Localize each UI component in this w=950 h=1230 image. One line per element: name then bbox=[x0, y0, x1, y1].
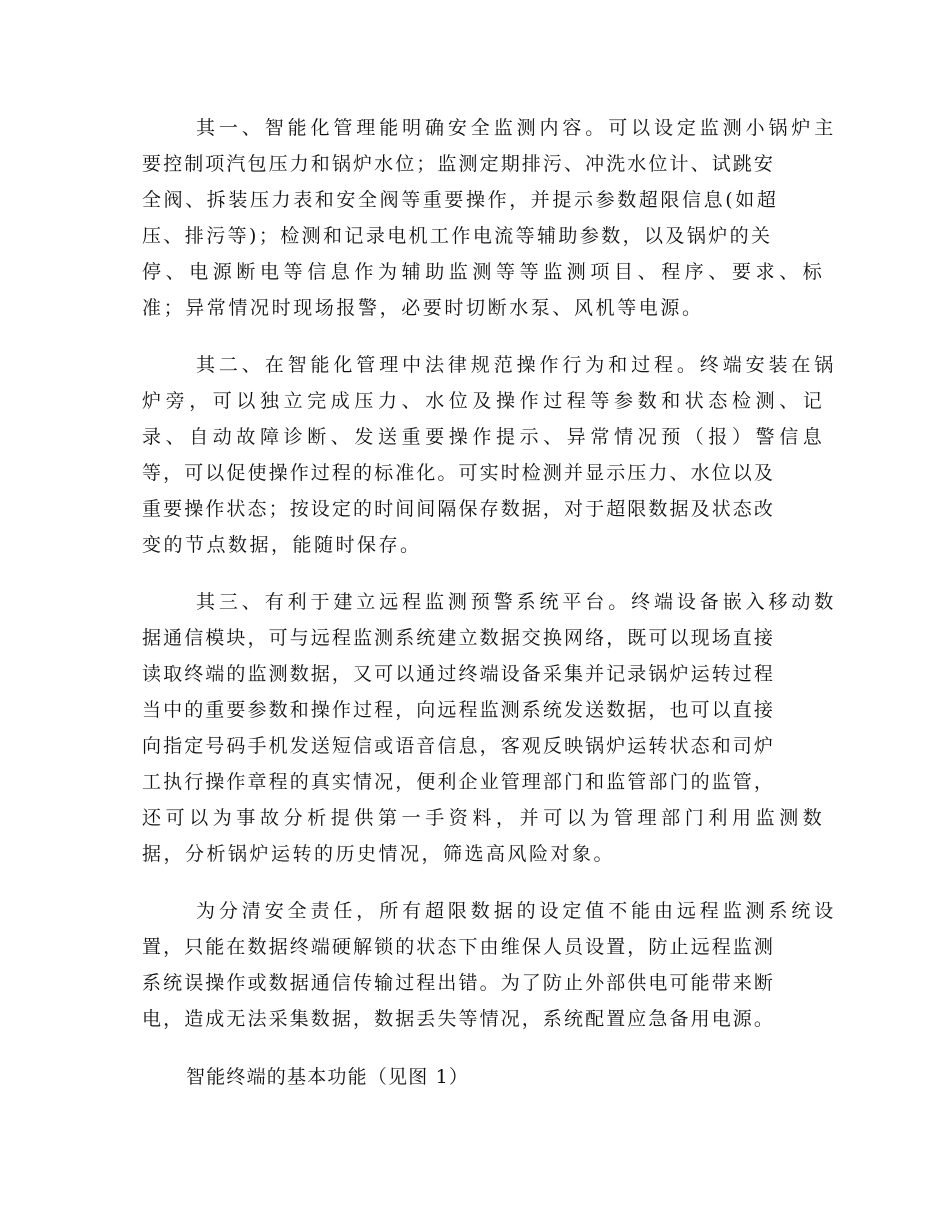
paragraph-3-line-6: 工执行操作章程的真实情况，便利企业管理部门和监管部门的监管， bbox=[142, 771, 776, 793]
paragraph-1-line-1: 其一、智能化管理能明确安全监测内容。可以设定监测小锅炉主 bbox=[196, 117, 838, 139]
paragraph-3-line-3: 读取终端的监测数据，又可以通过终端设备采集并记录锅炉运转过程 bbox=[142, 663, 776, 685]
paragraph-2-line-5: 重要操作状态；按设定的时间间隔保存数据，对于超限数据及状态改 bbox=[142, 498, 776, 520]
paragraph-1-line-5: 停、电源断电等信息作为辅助监测等等监测项目、程序、要求、标 bbox=[142, 261, 827, 283]
section-heading-basic-functions: 智能终端的基本功能（见图 1） bbox=[186, 1066, 470, 1088]
paragraph-3-line-2: 据通信模块，可与远程监测系统建立数据交换网络，既可以现场直接 bbox=[142, 627, 776, 649]
paragraph-4-line-3: 系统误操作或数据通信传输过程出错。为了防止外部供电可能带来断 bbox=[142, 972, 776, 994]
paragraph-2-line-6: 变的节点数据，能随时保存。 bbox=[142, 534, 422, 556]
paragraph-3-line-8: 据，分析锅炉运转的历史情况，筛选高风险对象。 bbox=[142, 843, 616, 865]
paragraph-4-line-4: 电，造成无法采集数据，数据丢失等情况，系统配置应急备用电源。 bbox=[142, 1008, 776, 1030]
paragraph-4-line-1: 为分清安全责任，所有超限数据的设定值不能由远程监测系统设 bbox=[196, 900, 838, 922]
paragraph-3-line-7: 还可以为事故分析提供第一手资料，并可以为管理部门利用监测数 bbox=[142, 807, 827, 829]
paragraph-2-line-3: 录、自动故障诊断、发送重要操作提示、异常情况预（报）警信息 bbox=[142, 426, 827, 448]
paragraph-4-line-2: 置，只能在数据终端硬解锁的状态下由维保人员设置，防止远程监测 bbox=[142, 936, 776, 958]
paragraph-3-line-5: 向指定号码手机发送短信或语音信息，客观反映锅炉运转状态和司炉 bbox=[142, 735, 776, 757]
paragraph-3-line-4: 当中的重要参数和操作过程，向远程监测系统发送数据，也可以直接 bbox=[142, 699, 776, 721]
paragraph-1-line-2: 要控制项汽包压力和锅炉水位；监测定期排污、冲洗水位计、试跳安 bbox=[142, 153, 776, 175]
paragraph-1-line-3: 全阀、拆装压力表和安全阀等重要操作，并提示参数超限信息(如超 bbox=[142, 189, 779, 211]
paragraph-2-line-4: 等，可以促使操作过程的标准化。可实时检测并显示压力、水位以及 bbox=[142, 462, 776, 484]
paragraph-2-line-2: 炉旁，可以独立完成压力、水位及操作过程等参数和状态检测、记 bbox=[142, 390, 827, 412]
paragraph-2-line-1: 其二、在智能化管理中法律规范操作行为和过程。终端安装在锅 bbox=[196, 354, 838, 376]
paragraph-1-line-4: 压、排污等)；检测和记录电机工作电流等辅助参数，以及锅炉的关 bbox=[142, 225, 773, 247]
paragraph-1-line-6: 准；异常情况时现场报警，必要时切断水泵、风机等电源。 bbox=[142, 297, 704, 319]
paragraph-3-line-1: 其三、有利于建立远程监测预警系统平台。终端设备嵌入移动数 bbox=[196, 591, 838, 613]
